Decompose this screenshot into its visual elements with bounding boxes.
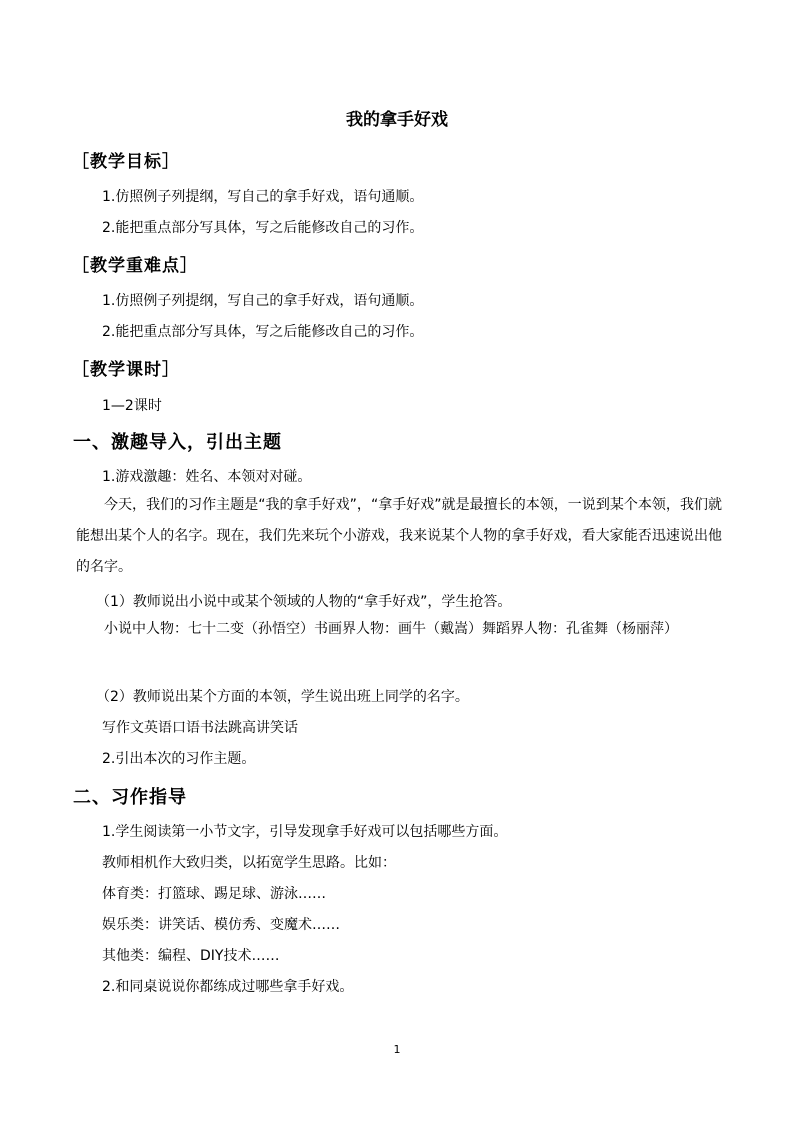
part1-line1: 1.游戏激趣：姓名、本领对对碰。 xyxy=(102,469,312,485)
key-points-item-1: 1.仿照例子列提纲，写自己的拿手好戏，语句通顺。 xyxy=(102,293,424,309)
key-points-heading: ［教学重难点］ xyxy=(72,256,198,276)
hours-heading: ［教学课时］ xyxy=(72,360,180,380)
part1-heading: 一、激趣导入，引出主题 xyxy=(73,432,282,453)
part1-paragraph: 今天，我们的习作主题是“我的拿手好戏”，“拿手好戏”就是最擅长的本领，一说到某个本领，我们就能想出某个人的名字。现在，我们先来玩个小游戏，我来说某个人物的拿手好戏，看大家能否迅速说出他的名字。 xyxy=(76,497,722,575)
part2-entertainment: 娱乐类：讲笑话、模仿秀、变魔术…… xyxy=(102,917,340,933)
part2-other: 其他类：编程、DIY技术…… xyxy=(102,948,280,964)
part1-examples: 小说中人物：七十二变（孙悟空）书画界人物：画牛（戴嵩）舞蹈界人物：孔雀舞（杨丽萍） xyxy=(104,621,678,637)
part1-skills: 写作文英语口语书法跳高讲笑话 xyxy=(102,720,298,736)
part2-line3: 2.和同桌说说你都练成过哪些拿手好戏。 xyxy=(102,979,354,995)
goals-heading: ［教学目标］ xyxy=(72,152,180,172)
part1-step1: （1）教师说出小说中或某个领域的人物的“拿手好戏”，学生抢答。 xyxy=(96,594,512,610)
hours-value: 1—2课时 xyxy=(102,398,162,414)
goals-item-1: 1.仿照例子列提纲，写自己的拿手好戏，语句通顺。 xyxy=(102,189,424,205)
part2-line1: 1.学生阅读第一小节文字，引导发现拿手好戏可以包括哪些方面。 xyxy=(102,824,508,840)
part2-heading: 二、习作指导 xyxy=(73,787,187,808)
part1-line2: 2.引出本次的习作主题。 xyxy=(102,751,256,767)
page-number: 1 xyxy=(393,1043,401,1056)
part2-sports: 体育类：打篮球、踢足球、游泳…… xyxy=(102,886,326,902)
document-title: 我的拿手好戏 xyxy=(346,110,448,130)
part2-line2: 教师相机作大致归类，以拓宽学生思路。比如： xyxy=(102,855,396,871)
part1-step2: （2）教师说出某个方面的本领，学生说出班上同学的名字。 xyxy=(96,689,469,705)
goals-item-2: 2.能把重点部分写具体，写之后能修改自己的习作。 xyxy=(102,220,424,236)
key-points-item-2: 2.能把重点部分写具体，写之后能修改自己的习作。 xyxy=(102,324,424,340)
